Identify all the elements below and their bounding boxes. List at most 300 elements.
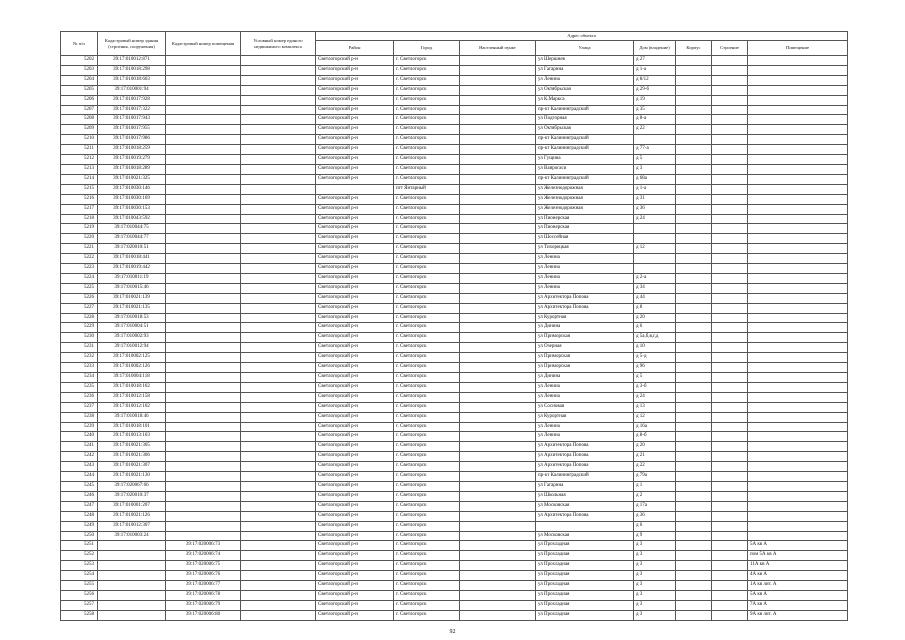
cell-house: д 5 xyxy=(634,155,676,165)
cell-num: 5211 xyxy=(61,145,98,155)
cell-premises xyxy=(748,115,848,125)
cell-street: ул Московская xyxy=(536,531,634,541)
cell-cad-premises xyxy=(166,135,241,145)
header-cad-building: Кадастровый номер здания (строения, сооружения) xyxy=(98,32,166,56)
cell-korpus xyxy=(676,472,712,482)
cell-district: Светлогорский р-н xyxy=(316,303,394,313)
cell-cad-building: 39:17:010018:101 xyxy=(98,422,166,432)
cell-settlement xyxy=(460,204,536,214)
cell-city: г. Светлогорск xyxy=(394,442,460,452)
cell-city: г. Светлогорск xyxy=(394,125,460,135)
cell-cond-number xyxy=(241,95,316,105)
table-row xyxy=(61,204,848,214)
cell-cad-premises xyxy=(166,75,241,85)
cell-cad-building xyxy=(98,551,166,561)
cell-settlement xyxy=(460,155,536,165)
cell-city: г. Светлогорск xyxy=(394,303,460,313)
cell-korpus xyxy=(676,65,712,75)
cell-num: 5230 xyxy=(61,333,98,343)
cell-street: ул Железнодорожная xyxy=(536,184,634,194)
cell-settlement xyxy=(460,125,536,135)
cell-cad-building: 39:17:010015:46 xyxy=(98,283,166,293)
cell-premises xyxy=(748,264,848,274)
cell-premises xyxy=(748,343,848,353)
cell-cond-number xyxy=(241,561,316,571)
cell-cad-building: 39:17:010021:305 xyxy=(98,442,166,452)
cell-district: Светлогорский р-н xyxy=(316,422,394,432)
cell-korpus xyxy=(676,561,712,571)
cell-korpus xyxy=(676,254,712,264)
cell-korpus xyxy=(676,313,712,323)
cell-cad-premises xyxy=(166,244,241,254)
cell-house: д 36 xyxy=(634,204,676,214)
cell-district: Светлогорский р-н xyxy=(316,382,394,392)
cell-street: ул Прохладная xyxy=(536,541,634,551)
cell-num: 5232 xyxy=(61,353,98,363)
cell-cad-building: 39:17:010012:158 xyxy=(98,392,166,402)
cell-building xyxy=(712,333,748,343)
cell-settlement xyxy=(460,323,536,333)
cell-cad-building: 39:17:010021:126 xyxy=(98,511,166,521)
cell-settlement xyxy=(460,432,536,442)
cell-premises xyxy=(748,244,848,254)
cell-settlement xyxy=(460,214,536,224)
cell-street: ул Озерная xyxy=(536,343,634,353)
cell-street: ул Московская xyxy=(536,501,634,511)
cell-premises xyxy=(748,184,848,194)
cell-num: 5218 xyxy=(61,214,98,224)
cell-district: Светлогорский р-н xyxy=(316,501,394,511)
cell-street: пр-кт Калининградский xyxy=(536,145,634,155)
cell-num: 5208 xyxy=(61,115,98,125)
table-row xyxy=(61,561,848,571)
cell-num: 5244 xyxy=(61,472,98,482)
cell-cond-number xyxy=(241,581,316,591)
table-body xyxy=(61,56,848,621)
cell-city: г. Светлогорск xyxy=(394,244,460,254)
cell-cad-premises xyxy=(166,392,241,402)
cell-num: 5251 xyxy=(61,541,98,551)
cell-district: Светлогорский р-н xyxy=(316,363,394,373)
cell-street: ул Железнодорожная xyxy=(536,194,634,204)
cell-cond-number xyxy=(241,491,316,501)
cell-street: ул Ленина xyxy=(536,273,634,283)
table-row xyxy=(61,382,848,392)
cell-district: Светлогорский р-н xyxy=(316,135,394,145)
cell-house: д 20 xyxy=(634,313,676,323)
cell-city: г. Светлогорск xyxy=(394,422,460,432)
cell-house: д 8 xyxy=(634,303,676,313)
cell-street: ул Железнодорожная xyxy=(536,204,634,214)
cell-building xyxy=(712,432,748,442)
cell-cond-number xyxy=(241,56,316,66)
cell-street: ул Динина xyxy=(536,323,634,333)
cell-num: 5247 xyxy=(61,501,98,511)
cell-city: г. Светлогорск xyxy=(394,432,460,442)
table-row xyxy=(61,600,848,610)
cell-num: 5225 xyxy=(61,283,98,293)
cell-city: г. Светлогорск xyxy=(394,224,460,234)
cell-cad-premises xyxy=(166,313,241,323)
cell-building xyxy=(712,481,748,491)
cell-settlement xyxy=(460,581,536,591)
cell-building xyxy=(712,521,748,531)
cell-settlement xyxy=(460,531,536,541)
cell-district: Светлогорский р-н xyxy=(316,214,394,224)
cell-cond-number xyxy=(241,323,316,333)
cell-street: ул Прохладная xyxy=(536,600,634,610)
cell-settlement xyxy=(460,452,536,462)
cell-street: ул Архитектора Попова xyxy=(536,442,634,452)
cell-city: г. Светлогорск xyxy=(394,323,460,333)
cell-cad-building: 39:17:010004:118 xyxy=(98,373,166,383)
cell-premises xyxy=(748,521,848,531)
cell-house: д 68а xyxy=(634,174,676,184)
cell-street: ул Курортная xyxy=(536,313,634,323)
cell-premises: 5А кв А xyxy=(748,590,848,600)
cell-building xyxy=(712,224,748,234)
cell-korpus xyxy=(676,581,712,591)
cell-cond-number xyxy=(241,590,316,600)
cell-settlement xyxy=(460,264,536,274)
cell-building xyxy=(712,412,748,422)
cell-num: 5240 xyxy=(61,432,98,442)
cell-district: Светлогорский р-н xyxy=(316,353,394,363)
cell-premises xyxy=(748,363,848,373)
cell-num: 5238 xyxy=(61,412,98,422)
cell-premises xyxy=(748,353,848,363)
table-row xyxy=(61,422,848,432)
header-cad-premises: Кадастровый номер помещения xyxy=(166,32,241,56)
cell-house: д 3 xyxy=(634,610,676,620)
cell-settlement xyxy=(460,571,536,581)
cell-street: пр-кт Калининградский xyxy=(536,472,634,482)
cell-building xyxy=(712,600,748,610)
cell-cad-premises xyxy=(166,125,241,135)
cell-cad-building: 39:17:010018:102 xyxy=(98,382,166,392)
cell-cad-premises xyxy=(166,333,241,343)
cell-korpus xyxy=(676,214,712,224)
cell-cond-number xyxy=(241,422,316,432)
cell-cad-building: 39:17:010021:130 xyxy=(98,472,166,482)
cell-settlement xyxy=(460,373,536,383)
cell-settlement xyxy=(460,184,536,194)
cell-korpus xyxy=(676,264,712,274)
cell-num: 5216 xyxy=(61,194,98,204)
cell-cad-premises xyxy=(166,382,241,392)
cell-building xyxy=(712,56,748,66)
cell-settlement xyxy=(460,293,536,303)
cell-city: г. Светлогорск xyxy=(394,511,460,521)
registry-sheet xyxy=(60,31,847,621)
cell-building xyxy=(712,95,748,105)
cell-settlement xyxy=(460,313,536,323)
cell-cad-premises xyxy=(166,105,241,115)
cell-district: Светлогорский р-н xyxy=(316,521,394,531)
cell-district: Светлогорский р-н xyxy=(316,75,394,85)
cell-num: 5231 xyxy=(61,343,98,353)
cell-house: д 6 xyxy=(634,323,676,333)
cell-cad-building: 39:17:010011:19 xyxy=(98,273,166,283)
cell-premises xyxy=(748,382,848,392)
cell-cond-number xyxy=(241,273,316,283)
cell-district: Светлогорский р-н xyxy=(316,194,394,204)
cell-cond-number xyxy=(241,402,316,412)
cell-settlement xyxy=(460,115,536,125)
cell-city: г. Светлогорск xyxy=(394,85,460,95)
table-row xyxy=(61,571,848,581)
cell-cad-premises xyxy=(166,234,241,244)
cell-city: г. Светлогорск xyxy=(394,313,460,323)
cell-settlement xyxy=(460,95,536,105)
cell-street: ул Тихорецкая xyxy=(536,244,634,254)
cell-premises xyxy=(748,333,848,343)
table-row xyxy=(61,442,848,452)
cell-house xyxy=(634,135,676,145)
cell-district: Светлогорский р-н xyxy=(316,561,394,571)
cell-cond-number xyxy=(241,164,316,174)
cell-house: д 5а,б,в,г,д xyxy=(634,333,676,343)
cell-premises: 5А кв А xyxy=(748,541,848,551)
cell-settlement xyxy=(460,392,536,402)
cell-num: 5253 xyxy=(61,561,98,571)
cell-cad-premises xyxy=(166,85,241,95)
cell-cad-building: 39:17:010018:259 xyxy=(98,145,166,155)
cell-house: д 3 xyxy=(634,571,676,581)
cell-house: д 34 xyxy=(634,283,676,293)
cell-house: д 13 xyxy=(634,402,676,412)
cell-premises xyxy=(748,373,848,383)
cell-building xyxy=(712,313,748,323)
cell-korpus xyxy=(676,462,712,472)
cell-street: ул Сосновая xyxy=(536,402,634,412)
cell-cond-number xyxy=(241,293,316,303)
cell-city: г. Светлогорск xyxy=(394,412,460,422)
cell-street: ул Прохладная xyxy=(536,581,634,591)
cell-korpus xyxy=(676,155,712,165)
cell-building xyxy=(712,402,748,412)
cell-street: пр-кт Калининградский xyxy=(536,174,634,184)
cell-settlement xyxy=(460,135,536,145)
cell-street: пр-кт Калининградский xyxy=(536,135,634,145)
table-row xyxy=(61,541,848,551)
cell-num: 5257 xyxy=(61,600,98,610)
cell-cad-premises xyxy=(166,115,241,125)
cell-house: д 22 xyxy=(634,462,676,472)
table-row xyxy=(61,432,848,442)
cell-num: 5255 xyxy=(61,581,98,591)
cell-street: ул Ленина xyxy=(536,254,634,264)
cell-cad-premises xyxy=(166,442,241,452)
cell-house: д 1-а xyxy=(634,184,676,194)
cell-cad-building: 39:17:010044:75 xyxy=(98,224,166,234)
cell-cad-premises xyxy=(166,293,241,303)
cell-num: 5241 xyxy=(61,442,98,452)
table-row xyxy=(61,174,848,184)
cell-cad-premises: 39:17:020006:80 xyxy=(166,610,241,620)
cell-korpus xyxy=(676,95,712,105)
cell-district: Светлогорский р-н xyxy=(316,511,394,521)
cell-cad-building: 39:17:010001:207 xyxy=(98,501,166,511)
table-row xyxy=(61,491,848,501)
cell-settlement xyxy=(460,491,536,501)
cell-korpus xyxy=(676,333,712,343)
cell-street: ул Прохладная xyxy=(536,571,634,581)
cell-premises: пом 5А кв А xyxy=(748,551,848,561)
table-row xyxy=(61,194,848,204)
cell-cad-building: 39:17:010003:24 xyxy=(98,531,166,541)
cell-cond-number xyxy=(241,254,316,264)
cell-cad-premises xyxy=(166,432,241,442)
table-row xyxy=(61,155,848,165)
cell-building xyxy=(712,581,748,591)
cell-settlement xyxy=(460,511,536,521)
cell-korpus xyxy=(676,422,712,432)
cell-house xyxy=(634,264,676,274)
cell-korpus xyxy=(676,432,712,442)
cell-house: д 1-а xyxy=(634,65,676,75)
cell-street: ул Курортная xyxy=(536,412,634,422)
cell-city: г. Светлогорск xyxy=(394,214,460,224)
cell-cad-premises xyxy=(166,174,241,184)
cell-settlement xyxy=(460,353,536,363)
cell-street: ул Ленина xyxy=(536,392,634,402)
cell-cad-premises xyxy=(166,363,241,373)
cell-num: 5250 xyxy=(61,531,98,541)
cell-cad-premises xyxy=(166,264,241,274)
cell-num: 5229 xyxy=(61,323,98,333)
table-row xyxy=(61,254,848,264)
cell-settlement xyxy=(460,442,536,452)
cell-district: Светлогорский р-н xyxy=(316,164,394,174)
cell-house: д 77-а xyxy=(634,145,676,155)
cell-district: Светлогорский р-н xyxy=(316,581,394,591)
cell-korpus xyxy=(676,145,712,155)
cell-city: г. Светлогорск xyxy=(394,590,460,600)
cell-building xyxy=(712,293,748,303)
cell-num: 5217 xyxy=(61,204,98,214)
cell-premises xyxy=(748,145,848,155)
cell-city: г. Светлогорск xyxy=(394,254,460,264)
cell-cad-building: 39:17:010017:322 xyxy=(98,105,166,115)
header-street: Улица xyxy=(536,41,634,56)
cell-cond-number xyxy=(241,531,316,541)
cell-korpus xyxy=(676,551,712,561)
cell-cad-building: 39:17:010017:928 xyxy=(98,95,166,105)
cell-settlement xyxy=(460,254,536,264)
cell-house: д 17а xyxy=(634,501,676,511)
table-row xyxy=(61,75,848,85)
cell-num: 5215 xyxy=(61,184,98,194)
cell-district: Светлогорский р-н xyxy=(316,610,394,620)
cell-premises xyxy=(748,194,848,204)
cell-building xyxy=(712,442,748,452)
cell-district: Светлогорский р-н xyxy=(316,600,394,610)
cell-num: 5226 xyxy=(61,293,98,303)
header-premises: Помещение xyxy=(748,41,848,56)
page-number: 92 xyxy=(449,629,456,635)
cell-street: ул Ленина xyxy=(536,264,634,274)
cell-korpus xyxy=(676,610,712,620)
cell-district: Светлогорский р-н xyxy=(316,462,394,472)
cell-korpus xyxy=(676,303,712,313)
cell-settlement xyxy=(460,422,536,432)
cell-street: ул Ленина xyxy=(536,75,634,85)
cell-district: Светлогорский р-н xyxy=(316,145,394,155)
cell-cad-premises xyxy=(166,511,241,521)
table-row xyxy=(61,234,848,244)
cell-street: ул Архитектора Попова xyxy=(536,303,634,313)
cell-building xyxy=(712,115,748,125)
cell-cond-number xyxy=(241,184,316,194)
cell-district: Светлогорский р-н xyxy=(316,105,394,115)
cell-building xyxy=(712,125,748,135)
cell-korpus xyxy=(676,590,712,600)
table-row xyxy=(61,135,848,145)
cell-street: ул Октябрьская xyxy=(536,85,634,95)
table-row xyxy=(61,610,848,620)
cell-premises xyxy=(748,164,848,174)
cell-settlement xyxy=(460,363,536,373)
cell-cond-number xyxy=(241,571,316,581)
cell-city: г. Светлогорск xyxy=(394,174,460,184)
cell-district: Светлогорский р-н xyxy=(316,402,394,412)
cell-house: д 12 xyxy=(634,244,676,254)
cell-cad-building: 39:17:010021:325 xyxy=(98,174,166,184)
cell-cad-building: 39:17:010004:51 xyxy=(98,323,166,333)
cell-city: г. Светлогорск xyxy=(394,204,460,214)
cell-premises: 9А кв лит. А xyxy=(748,610,848,620)
table-row xyxy=(61,244,848,254)
cell-settlement xyxy=(460,85,536,95)
header-city: Город xyxy=(394,41,460,56)
cell-settlement xyxy=(460,194,536,204)
cell-korpus xyxy=(676,273,712,283)
cell-cad-building xyxy=(98,561,166,571)
cell-num: 5252 xyxy=(61,551,98,561)
cell-house: д 3 xyxy=(634,551,676,561)
cell-city: г. Светлогорск xyxy=(394,610,460,620)
table-row xyxy=(61,105,848,115)
table-row xyxy=(61,521,848,531)
cell-premises xyxy=(748,422,848,432)
cell-cad-premises: 39:17:020006:78 xyxy=(166,590,241,600)
cell-street: ул Школьная xyxy=(536,491,634,501)
table-row xyxy=(61,481,848,491)
cell-street: ул К.Маркса xyxy=(536,95,634,105)
cell-num: 5227 xyxy=(61,303,98,313)
cell-settlement xyxy=(460,481,536,491)
cell-house: д 29-б xyxy=(634,85,676,95)
cell-cad-premises: 39:17:020006:73 xyxy=(166,541,241,551)
cell-cad-premises xyxy=(166,422,241,432)
cell-cad-premises xyxy=(166,531,241,541)
cell-building xyxy=(712,531,748,541)
cell-cad-building: 39:17:010019:442 xyxy=(98,264,166,274)
cell-cad-premises xyxy=(166,491,241,501)
cell-district: Светлогорский р-н xyxy=(316,333,394,343)
cell-settlement xyxy=(460,224,536,234)
cell-street: ул Динина xyxy=(536,373,634,383)
cell-cad-building: 39:17:010001:94 xyxy=(98,85,166,95)
cell-cond-number xyxy=(241,373,316,383)
header-settlement: Населенный пункт xyxy=(460,41,536,56)
cell-building xyxy=(712,323,748,333)
cell-cond-number xyxy=(241,412,316,422)
cell-cad-building: 39:17:010012:94 xyxy=(98,343,166,353)
cell-settlement xyxy=(460,600,536,610)
cell-cad-building: 39:17:020067:66 xyxy=(98,481,166,491)
